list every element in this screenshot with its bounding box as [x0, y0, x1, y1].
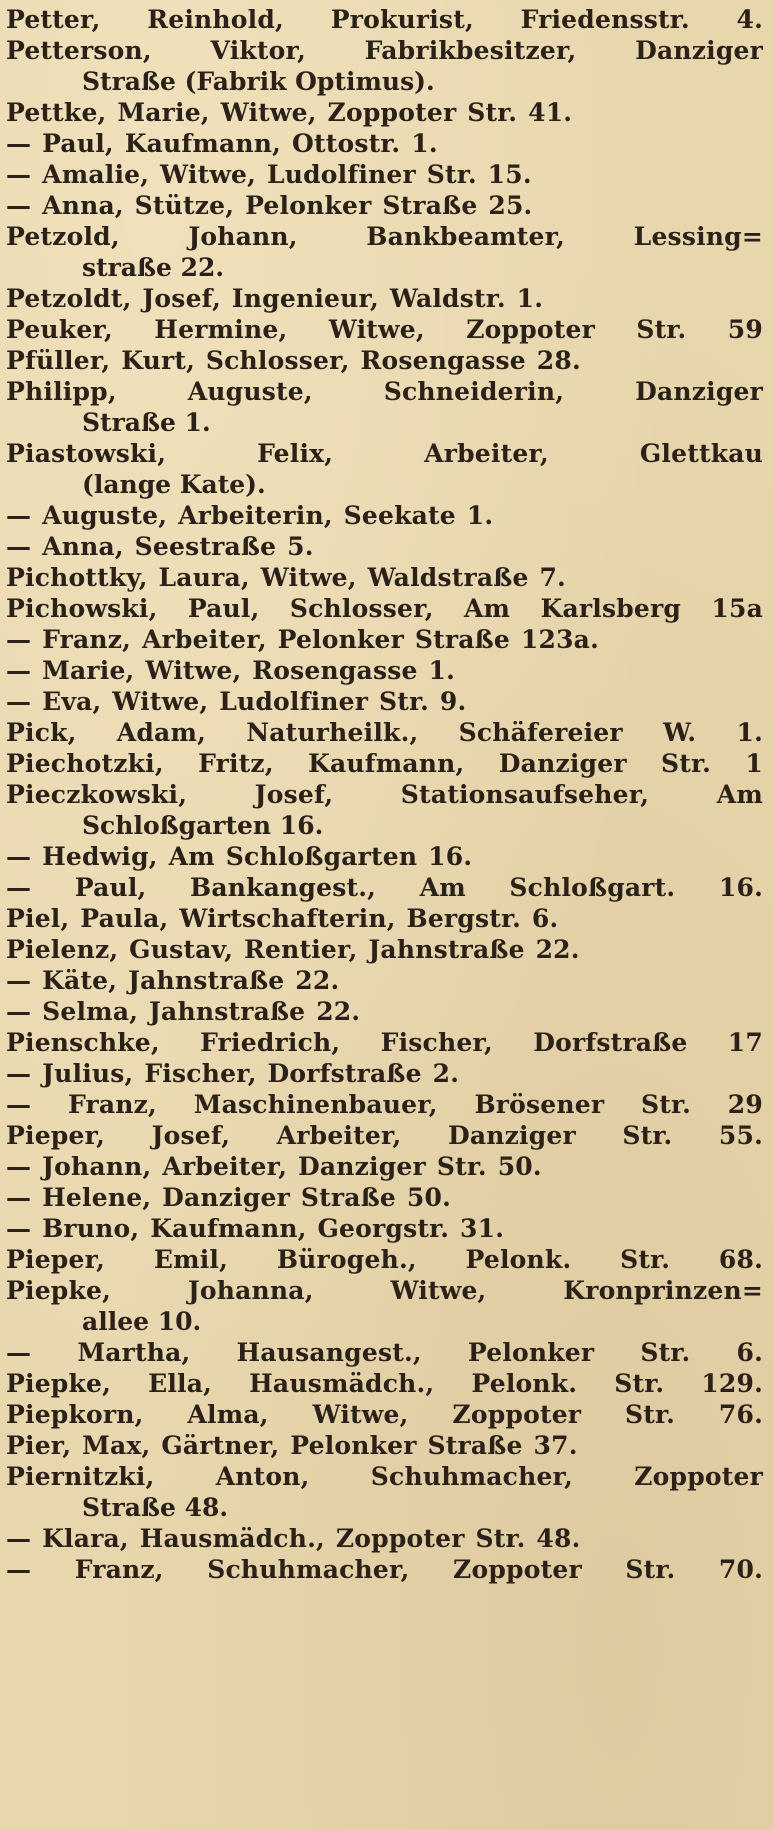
- directory-entry: [6, 1027, 763, 1058]
- entry-line: Pichowski, Paul, Schlosser, Am Karlsberg 15a: [6, 594, 763, 623]
- directory-entry: [6, 903, 763, 934]
- entry-continuation-line: straße 22.: [82, 253, 225, 282]
- directory-entry: [6, 1554, 763, 1585]
- entry-line: Piastowski, Felix, Arbeiter, Glettkau: [6, 439, 763, 468]
- entry-line: Pick, Adam, Naturheilk., Schäfereier W. 1.: [6, 718, 763, 747]
- directory-entry: [6, 438, 763, 500]
- directory-entry: [6, 1461, 763, 1523]
- directory-entry: [6, 655, 763, 686]
- directory-entry: [6, 748, 763, 779]
- directory-entry: [6, 779, 763, 841]
- directory-entry: [6, 1120, 763, 1151]
- entry-line: — Hedwig, Am Schloßgarten 16.: [6, 842, 473, 871]
- directory-entry: [6, 965, 763, 996]
- entry-line: Pienschke, Friedrich, Fischer, Dorfstraße 17: [6, 1028, 763, 1057]
- entry-line: Piepke, Ella, Hausmädch., Pelonk. Str. 129.: [6, 1369, 763, 1398]
- entry-continuation-line: (lange Kate).: [82, 470, 266, 499]
- entry-continuation-line: Straße 1.: [82, 408, 211, 437]
- entry-line: Petzoldt, Josef, Ingenieur, Waldstr. 1.: [6, 284, 544, 313]
- entry-line: — Anna, Stütze, Pelonker Straße 25.: [6, 191, 533, 220]
- directory-entry: [6, 1244, 763, 1275]
- entry-line: Pielenz, Gustav, Rentier, Jahnstraße 22.: [6, 935, 580, 964]
- directory-entry: [6, 283, 763, 314]
- directory-entry: [6, 1089, 763, 1120]
- entry-line: Pieper, Emil, Bürogeh., Pelonk. Str. 68.: [6, 1245, 763, 1274]
- directory-entry: [6, 841, 763, 872]
- entry-continuation-line: Straße 48.: [82, 1493, 229, 1522]
- directory-entry: [6, 314, 763, 345]
- directory-entry: [6, 128, 763, 159]
- entry-line: — Martha, Hausangest., Pelonker Str. 6.: [6, 1338, 763, 1367]
- entry-line: Petterson, Viktor, Fabrikbesitzer, Danziger: [6, 36, 763, 65]
- entry-line: Piepkorn, Alma, Witwe, Zoppoter Str. 76.: [6, 1400, 763, 1429]
- entry-line: Pieper, Josef, Arbeiter, Danziger Str. 55.: [6, 1121, 763, 1150]
- entry-line: — Anna, Seestraße 5.: [6, 532, 314, 561]
- directory-entry: [6, 4, 763, 35]
- directory-entry: [6, 1275, 763, 1337]
- entry-line: Pier, Max, Gärtner, Pelonker Straße 37.: [6, 1431, 578, 1460]
- entry-line: — Franz, Arbeiter, Pelonker Straße 123a.: [6, 625, 599, 654]
- entry-line: — Auguste, Arbeiterin, Seekate 1.: [6, 501, 494, 530]
- entry-line: — Helene, Danziger Straße 50.: [6, 1183, 452, 1212]
- directory-entry: [6, 1430, 763, 1461]
- directory-entry: [6, 97, 763, 128]
- directory-entry: [6, 1213, 763, 1244]
- directory-entry: [6, 872, 763, 903]
- entry-line: — Franz, Schuhmacher, Zoppoter Str. 70.: [6, 1555, 763, 1584]
- entry-line: — Julius, Fischer, Dorfstraße 2.: [6, 1059, 460, 1088]
- entry-line: — Marie, Witwe, Rosengasse 1.: [6, 656, 456, 685]
- directory-entry: [6, 1151, 763, 1182]
- directory-entry: [6, 1368, 763, 1399]
- entry-line: Piechotzki, Fritz, Kaufmann, Danziger Str. 1: [6, 749, 763, 778]
- directory-entry: [6, 717, 763, 748]
- directory-entry: [6, 1337, 763, 1368]
- entry-line: Pettke, Marie, Witwe, Zoppoter Str. 41.: [6, 98, 573, 127]
- entry-line: — Amalie, Witwe, Ludolfiner Str. 15.: [6, 160, 532, 189]
- entry-line: Piepke, Johanna, Witwe, Kronprinzen=: [6, 1276, 763, 1305]
- directory-entry: [6, 1399, 763, 1430]
- directory-entry: [6, 562, 763, 593]
- entry-line: — Käte, Jahnstraße 22.: [6, 966, 340, 995]
- directory-entry: [6, 996, 763, 1027]
- directory-entry: [6, 593, 763, 624]
- directory-entry: [6, 624, 763, 655]
- entry-line: Pichottky, Laura, Witwe, Waldstraße 7.: [6, 563, 566, 592]
- directory-entry: [6, 159, 763, 190]
- directory-entry: [6, 35, 763, 97]
- directory-entry: [6, 934, 763, 965]
- entry-line: — Eva, Witwe, Ludolfiner Str. 9.: [6, 687, 467, 716]
- entry-line: — Paul, Bankangest., Am Schloßgart. 16.: [6, 873, 763, 902]
- entry-line: — Klara, Hausmädch., Zoppoter Str. 48.: [6, 1524, 581, 1553]
- entry-continuation-line: Schloßgarten 16.: [82, 811, 324, 840]
- directory-entry: [6, 500, 763, 531]
- entry-line: — Johann, Arbeiter, Danziger Str. 50.: [6, 1152, 542, 1181]
- directory-entry: [6, 1523, 763, 1554]
- entry-line: Pfüller, Kurt, Schlosser, Rosengasse 28.: [6, 346, 581, 375]
- directory-entry: [6, 190, 763, 221]
- entry-line: Peuker, Hermine, Witwe, Zoppoter Str. 59: [6, 315, 763, 344]
- directory-entry: [6, 221, 763, 283]
- entry-line: Pieczkowski, Josef, Stationsaufseher, Am: [6, 780, 763, 809]
- entry-continuation-line: allee 10.: [82, 1307, 202, 1336]
- directory-entry: [6, 376, 763, 438]
- entry-line: Piernitzki, Anton, Schuhmacher, Zoppoter: [6, 1462, 763, 1491]
- entry-line: — Franz, Maschinenbauer, Brösener Str. 29: [6, 1090, 763, 1119]
- entry-line: — Bruno, Kaufmann, Georgstr. 31.: [6, 1214, 505, 1243]
- entry-line: Philipp, Auguste, Schneiderin, Danziger: [6, 377, 763, 406]
- directory-entry: [6, 686, 763, 717]
- entry-line: Petzold, Johann, Bankbeamter, Lessing=: [6, 222, 763, 251]
- directory-entry: [6, 1058, 763, 1089]
- entry-continuation-line: Straße (Fabrik Optimus).: [82, 67, 435, 96]
- entry-line: Piel, Paula, Wirtschafterin, Bergstr. 6.: [6, 904, 559, 933]
- entry-line: — Selma, Jahnstraße 22.: [6, 997, 361, 1026]
- directory-entry: [6, 1182, 763, 1213]
- directory-entry: [6, 531, 763, 562]
- entry-line: — Paul, Kaufmann, Ottostr. 1.: [6, 129, 438, 158]
- directory-entry: [6, 345, 763, 376]
- entry-line: Petter, Reinhold, Prokurist, Friedensstr. 4.: [6, 5, 763, 34]
